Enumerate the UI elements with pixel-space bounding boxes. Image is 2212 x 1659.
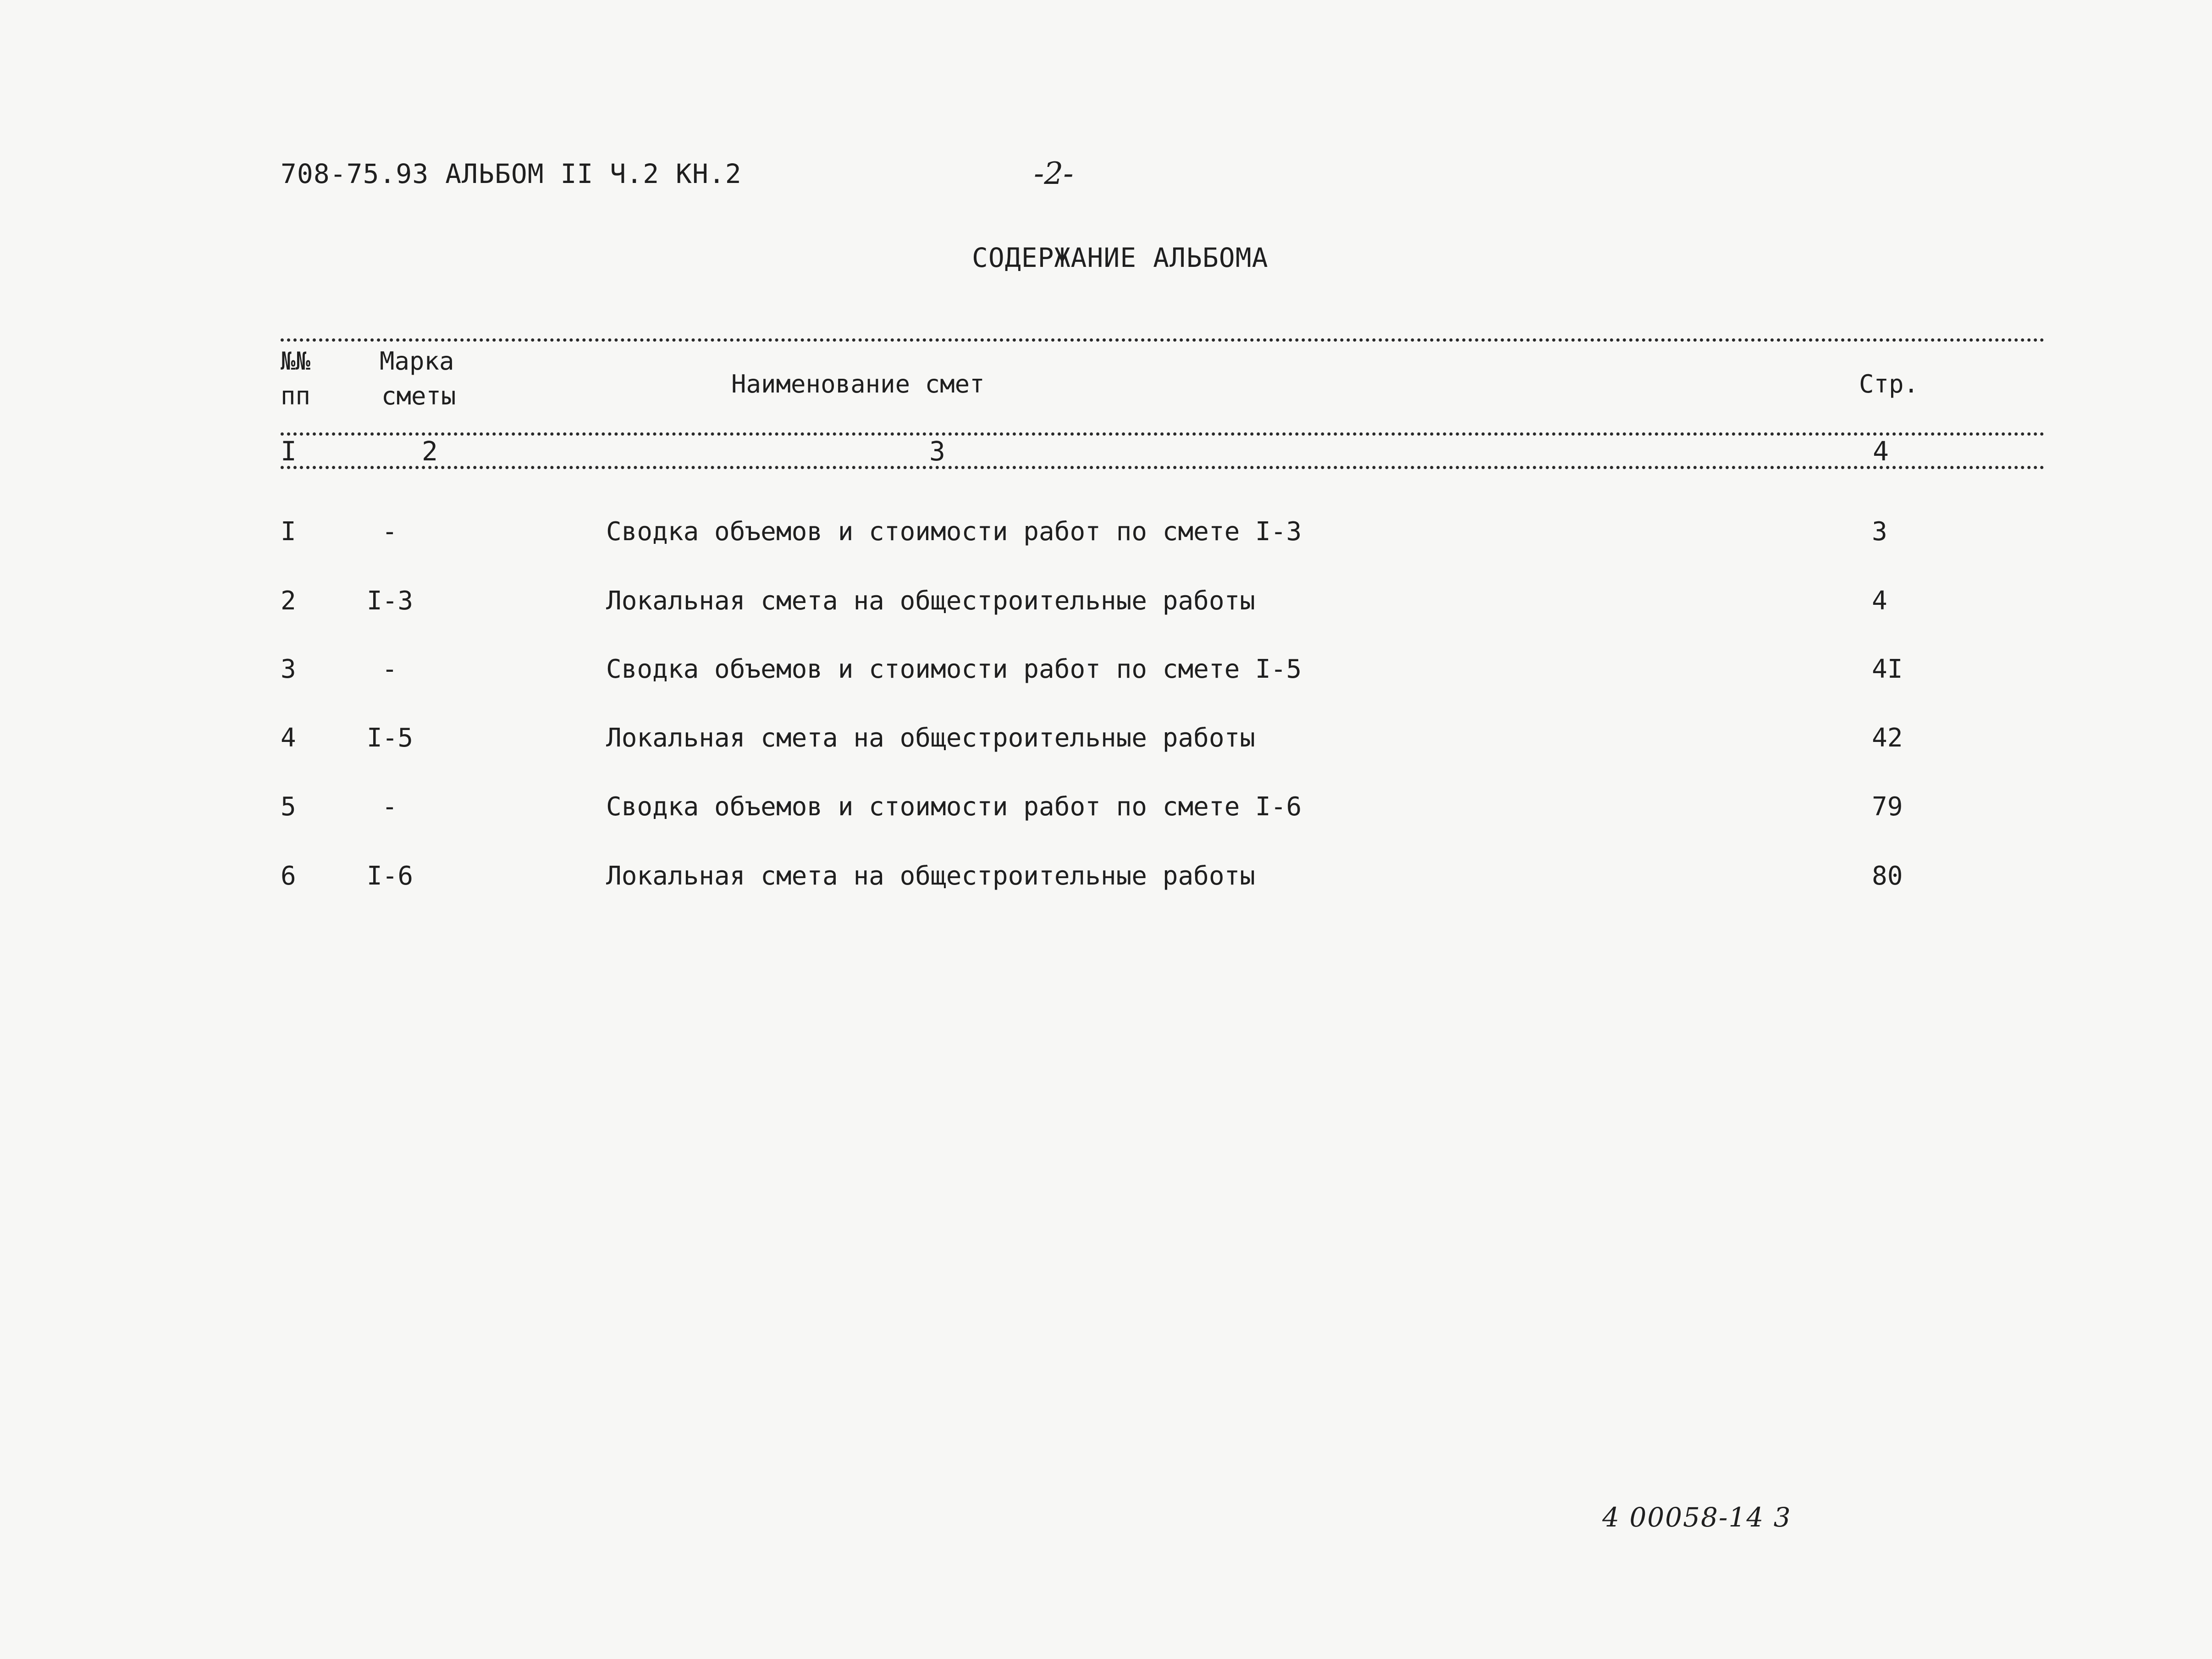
row-name: Сводка объемов и стоимости работ по смете I-3 (606, 517, 1302, 547)
header-number-label: №№ (281, 347, 311, 376)
page-title: СОДЕРЖАНИЕ АЛЬБОМА (972, 242, 1269, 273)
page-number: -2- (1034, 156, 1074, 191)
row-name: Локальная смета на общестроительные работы (606, 586, 1256, 616)
header-page-label: Стр. (1859, 370, 1919, 398)
row-page: 3 (1872, 517, 1887, 547)
row-name: Локальная смета на общестроительные работы (606, 723, 1256, 753)
row-number: 5 (281, 792, 296, 822)
row-mark: I-5 (367, 723, 414, 753)
archive-stamp: 4 00058-14 3 (1602, 1502, 1792, 1533)
header-mark-sublabel: сметы (381, 382, 456, 410)
header-name-label: Наименование смет (731, 370, 985, 398)
row-page: 4 (1872, 586, 1887, 616)
row-number: I (281, 517, 296, 547)
row-number: 3 (281, 654, 296, 684)
row-name: Локальная смета на общестроительные работы (606, 861, 1256, 891)
table-top-rule (281, 338, 2045, 342)
row-mark: I-6 (367, 861, 414, 891)
column-number: I (281, 436, 297, 467)
column-number: 2 (422, 436, 438, 467)
row-page: 79 (1872, 792, 1903, 822)
row-number: 4 (281, 723, 296, 753)
row-page: 4I (1872, 654, 1903, 684)
row-page: 42 (1872, 723, 1903, 753)
row-number: 2 (281, 586, 296, 616)
table-header-rule (281, 432, 2045, 436)
header-number-sublabel: пп (281, 382, 311, 410)
album-code: 708-75.93 АЛЬБОМ II Ч.2 КН.2 (281, 158, 742, 189)
row-mark: - (382, 517, 397, 547)
row-name: Сводка объемов и стоимости работ по смете I-5 (606, 654, 1302, 684)
row-name: Сводка объемов и стоимости работ по смете I-6 (606, 792, 1302, 822)
column-number: 3 (929, 436, 945, 467)
row-mark: I-3 (367, 586, 414, 616)
table-body-rule (281, 466, 2045, 469)
column-number: 4 (1873, 436, 1889, 467)
row-number: 6 (281, 861, 296, 891)
row-page: 80 (1872, 861, 1903, 891)
row-mark: - (382, 654, 397, 684)
row-mark: - (382, 792, 397, 822)
header-mark-label: Марка (380, 347, 454, 376)
